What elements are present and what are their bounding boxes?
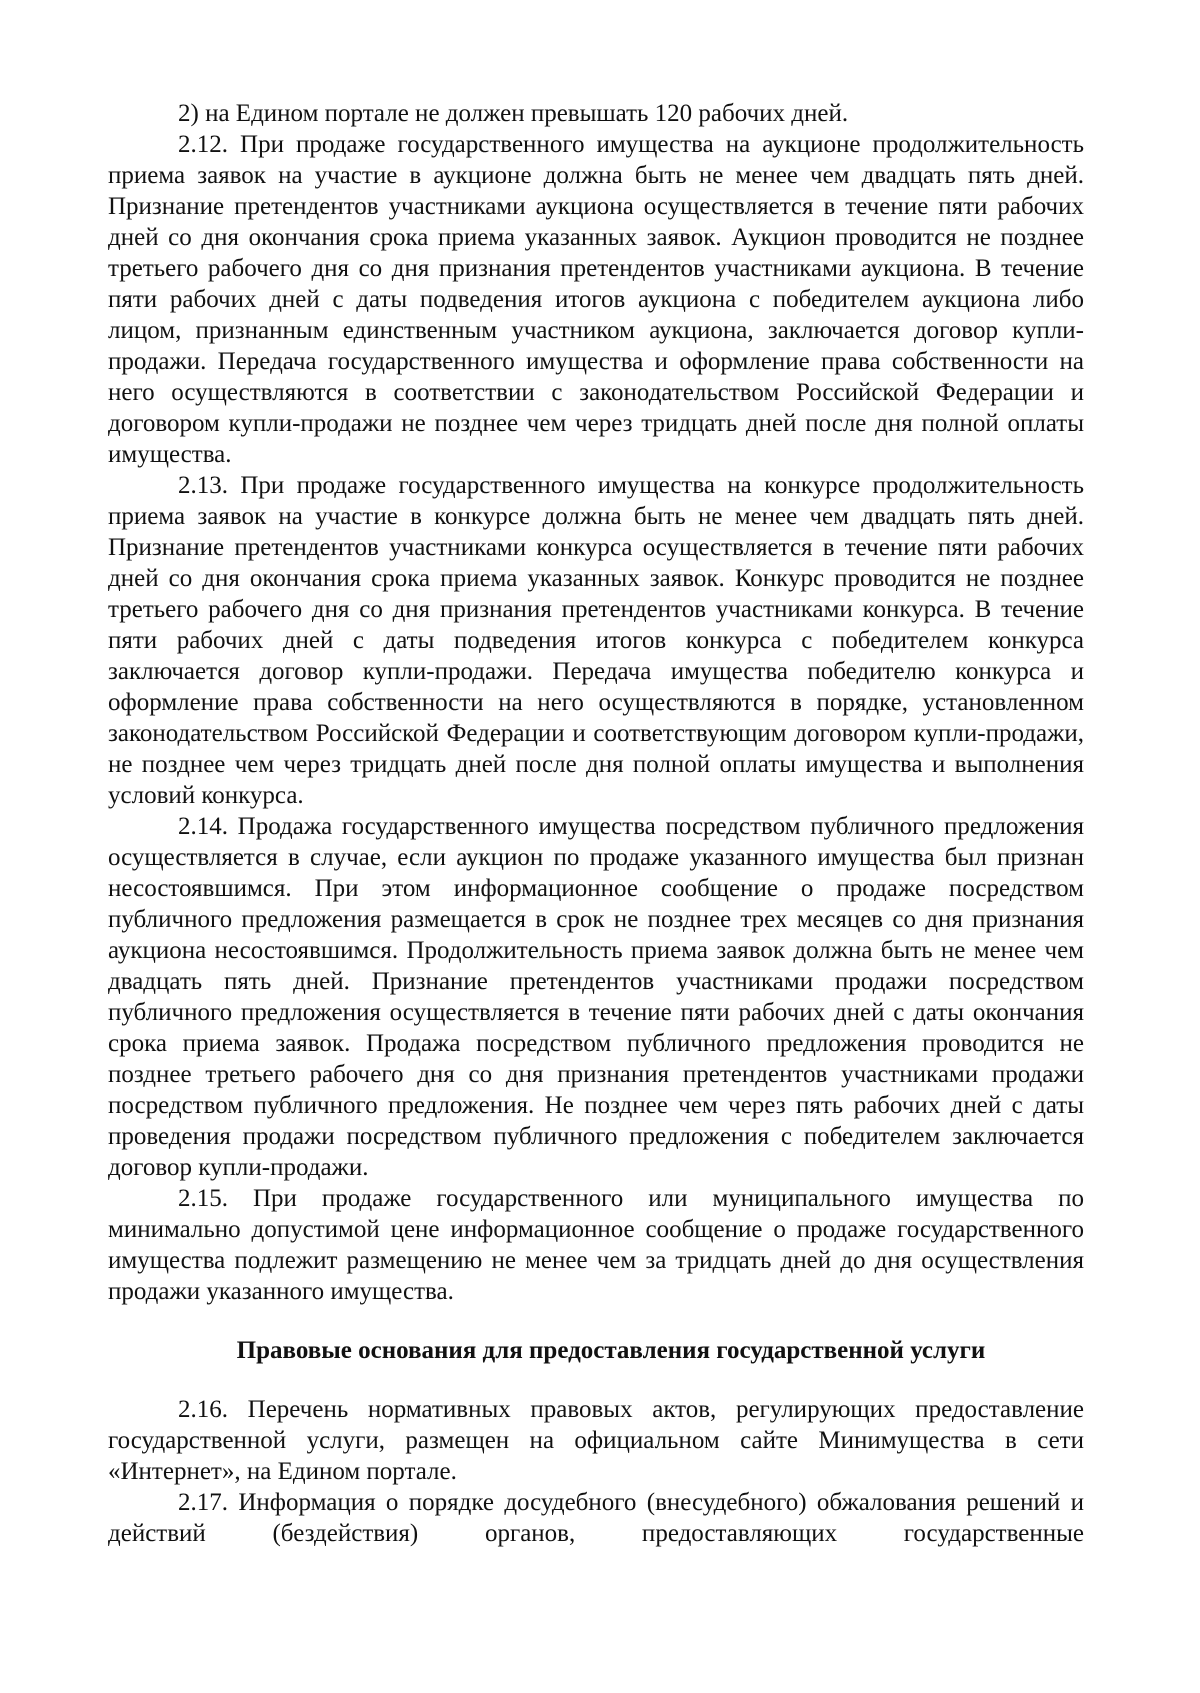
paragraph-2-17: 2.17. Информация о порядке досудебного (внесудебного) обжалования решений и действий (бездействия) органов, предоставляющих государственные xyxy=(108,1489,1084,1547)
paragraph-2-15: 2.15. При продаже государственного или муниципального имущества по минимально допустимой цене информационное сообщение о продаже государственного имущества подлежит размещению не менее чем за тридцать дней до дня осуществления продажи указанного имущества. xyxy=(108,1185,1084,1305)
paragraph-2-11-item-2: 2) на Едином портале не должен превышать 120 рабочих дней. xyxy=(178,100,849,127)
paragraph-2-13: 2.13. При продаже государственного имущества на конкурсе продолжительность приема заявок на участие в конкурсе должна быть не менее чем двадцать пять дней. Признание претендентов участниками конкурса осуществляется в течение пяти рабочих дней со дня окончания срока приема указанных заявок. Конкурс проводится не позднее третьего рабочего дня со дня признания претендентов участниками конкурса. В течение пяти рабочих дней с даты подведения итогов конкурса с победителем конкурса заключается договор купли-продажи. Передача имущества победителю конкурса и оформление права собственности на него осуществляются в порядке, установленном законодательством Российской Федерации и соответствующим договором купли-продажи, не позднее чем через тридцать дней после дня полной оплаты имущества и выполнения условий конкурса. xyxy=(108,472,1084,809)
paragraph-2-16: 2.16. Перечень нормативных правовых актов, регулирующих предоставление государственной услуги, размещен на официальном сайте Минимущества в сети «Интернет», на Едином портале. xyxy=(108,1396,1084,1485)
section-heading: Правовые основания для предоставления государственной услуги xyxy=(236,1337,986,1364)
document-page xyxy=(108,98,1084,1549)
paragraph-2-14: 2.14. Продажа государственного имущества посредством публичного предложения осуществляется в случае, если аукцион по продаже указанного имущества был признан несостоявшимся. При этом информационное сообщение о продаже посредством публичного предложения размещается в срок не позднее трех месяцев со дня признания аукциона несостоявшимся. Продолжительность приема заявок должна быть не менее чем двадцать пять дней. Признание претендентов участниками продажи посредством публичного предложения осуществляется в течение пяти рабочих дней с даты окончания срока приема заявок. Продажа посредством публичного предложения проводится не позднее третьего рабочего дня со дня признания претендентов участниками продажи посредством публичного предложения. Не позднее чем через пять рабочих дней с даты проведения продажи посредством публичного предложения с победителем заключается договор купли-продажи. xyxy=(108,813,1084,1181)
paragraph-2-12: 2.12. При продаже государственного имущества на аукционе продолжительность приема заявок на участие в аукционе должна быть не менее чем двадцать пять дней. Признание претендентов участниками аукциона осуществляется в течение пяти рабочих дней со дня окончания срока приема указанных заявок. Аукцион проводится не позднее третьего рабочего дня со дня признания претендентов участниками аукциона. В течение пяти рабочих дней с даты подведения итогов аукциона с победителем аукциона либо лицом, признанным единственным участником аукциона, заключается договор купли-продажи. Передача государственного имущества и оформление права собственности на него осуществляются в соответствии с законодательством Российской Федерации и договором купли-продажи не позднее чем через тридцать дней после дня полной оплаты имущества. xyxy=(108,131,1084,468)
